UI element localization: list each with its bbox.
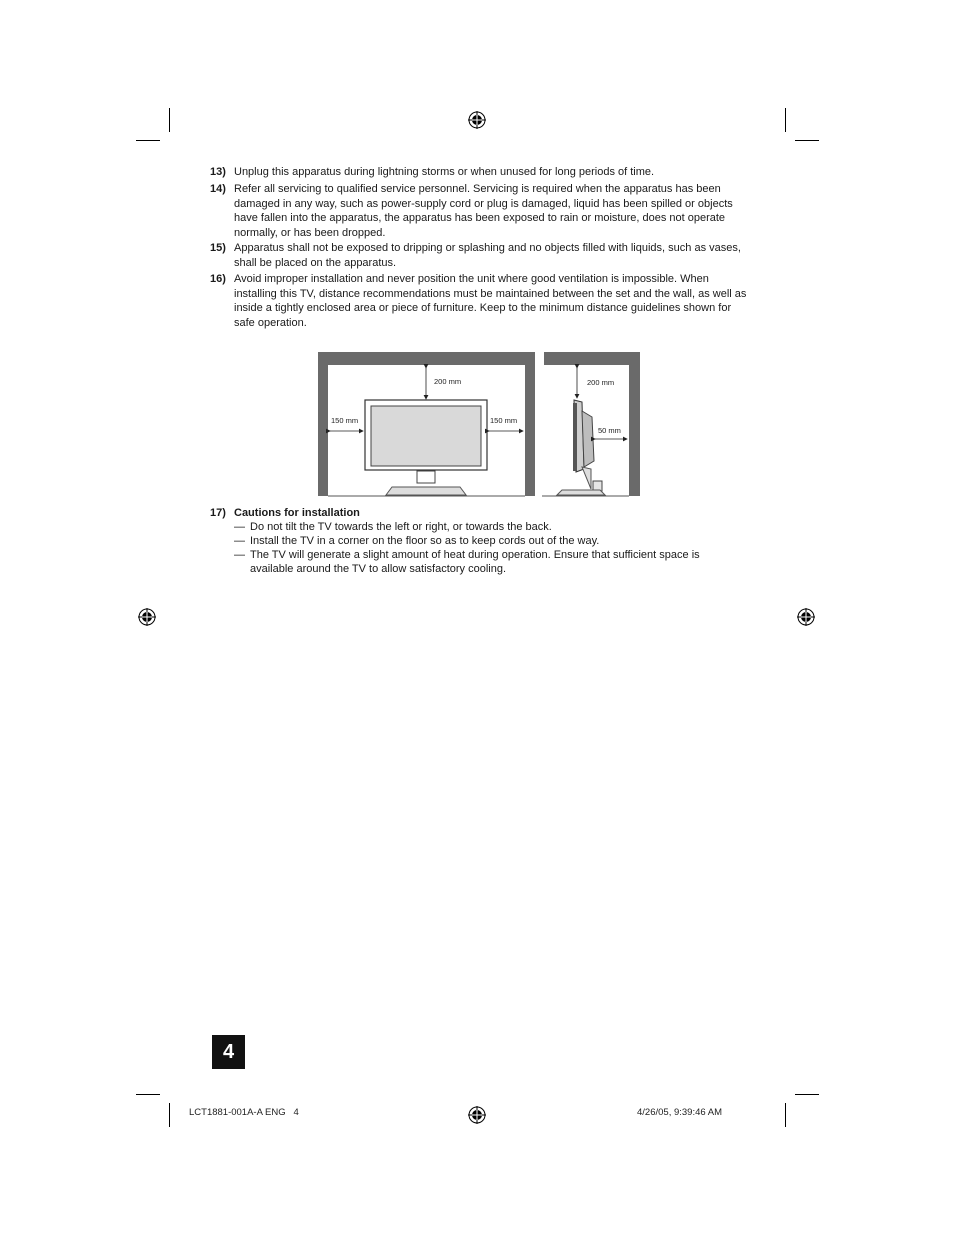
- dash: —: [234, 549, 245, 561]
- caution-point: [234, 534, 744, 548]
- registration-mark-icon: [797, 608, 815, 626]
- item-number: 14): [210, 183, 226, 195]
- item-number: 15): [210, 242, 226, 254]
- item-number: 16): [210, 273, 226, 285]
- safety-item-13: [210, 165, 750, 180]
- front-top-clearance-label: 200 mm: [434, 377, 462, 386]
- item-number: 13): [210, 166, 226, 178]
- crop-mark: [785, 1103, 786, 1127]
- caution-text: Install the TV in a corner on the floor so as to keep cords out of the way.: [250, 535, 600, 547]
- front-view: [318, 352, 535, 496]
- registration-mark-icon: [468, 1106, 486, 1124]
- crop-mark: [795, 140, 819, 141]
- caution-point: [234, 520, 744, 534]
- side-top-clearance-label: 200 mm: [587, 378, 615, 387]
- safety-item-16: [210, 272, 750, 330]
- crop-mark: [169, 1103, 170, 1127]
- front-left-clearance-label: 150 mm: [331, 416, 359, 425]
- footer-file-label: LCT1881-001A-A ENG 4: [189, 1107, 299, 1118]
- safety-item-15: [210, 241, 750, 270]
- cautions-heading: [210, 506, 750, 521]
- crop-mark: [795, 1094, 819, 1095]
- dash: —: [234, 521, 245, 533]
- caution-text: The TV will generate a slight amount of heat during operation. Ensure that sufficient space is available around the TV to allow satisfactory cooling.: [250, 549, 700, 575]
- crop-mark: [136, 140, 160, 141]
- cautions-title: Cautions for installation: [234, 507, 360, 519]
- side-view: [542, 352, 640, 496]
- item-text: Apparatus shall not be exposed to dripping or splashing and no objects filled with liquids, such as vases, shall be placed on the apparatus.: [234, 242, 741, 269]
- ventilation-diagram: [316, 351, 642, 498]
- registration-mark-icon: [138, 608, 156, 626]
- dash: —: [234, 535, 245, 547]
- crop-mark: [785, 108, 786, 132]
- caution-text: Do not tilt the TV towards the left or right, or towards the back.: [250, 521, 552, 533]
- side-back-clearance-label: 50 mm: [598, 426, 621, 435]
- item-text: Unplug this apparatus during lightning storms or when unused for long periods of time.: [234, 166, 655, 178]
- page-number: 4: [212, 1035, 245, 1069]
- safety-item-14: [210, 182, 750, 240]
- front-right-clearance-label: 150 mm: [490, 416, 518, 425]
- registration-mark-icon: [468, 111, 486, 129]
- footer-timestamp: 4/26/05, 9:39:46 AM: [637, 1107, 723, 1118]
- crop-mark: [169, 108, 170, 132]
- caution-point: [234, 548, 744, 576]
- crop-mark: [136, 1094, 160, 1095]
- item-text: Avoid improper installation and never position the unit where good ventilation is impossible. When installing this TV, distance recommendations must be maintained between the set and the wall, as well as inside a tightly enclosed area or piece of furniture. Keep to the minimum distance guidelines shown for safe operation.: [234, 273, 747, 329]
- item-number: 17): [210, 507, 226, 519]
- item-text: Refer all servicing to qualified service personnel. Servicing is required when the apparatus has been damaged in any way, such as power-supply cord or plug is damaged, liquid has been spilled or objects have fallen into the apparatus, the apparatus has been exposed to rain or moisture, does not operate normally, or has been dropped.: [234, 183, 733, 239]
